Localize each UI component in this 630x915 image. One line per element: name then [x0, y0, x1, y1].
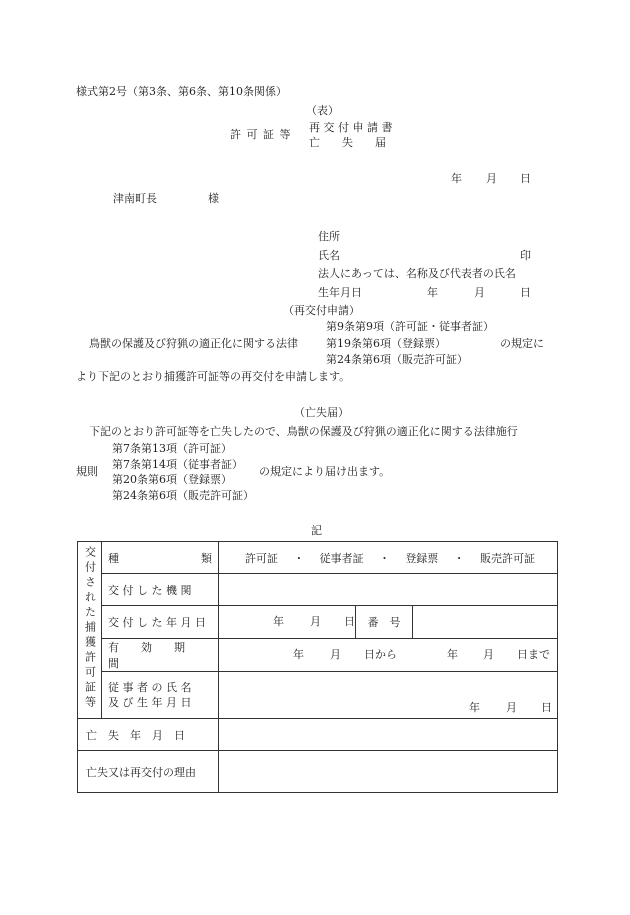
table-row — [78, 639, 558, 672]
table-row — [78, 542, 558, 574]
issue-date-cell — [219, 606, 558, 639]
type-label: 種 類 — [102, 542, 219, 574]
name-label: 氏名 — [318, 249, 340, 262]
validity-field[interactable]: 年 月 日から 年 月 日まで — [219, 639, 558, 672]
reissue-article-2: 第19条第6項（登録票） — [326, 337, 446, 350]
validity-label: 有 効 期 間 — [102, 639, 219, 672]
loss-date-label: 亡 失 年 月 日 — [78, 719, 219, 751]
reissue-tail: の規定に — [500, 337, 544, 350]
loss-article-4: 第24条第6項（販売許可証） — [112, 489, 254, 502]
loss-line1: 下記のとおり許可証等を亡失したので、鳥獣の保護及び狩猟の適正化に関する法律施行 — [89, 425, 518, 438]
loss-article-1: 第7条第13項（許可証） — [112, 442, 232, 455]
reissue-line2: より下記のとおり捕獲許可証等の再交付を申請します。 — [76, 370, 351, 383]
option-worker-cert[interactable]: 従事者証 — [319, 551, 364, 565]
side-label: （表） — [306, 104, 339, 117]
addressee-name: 津南町長 — [113, 192, 157, 205]
loss-tail: の規定により届け出ます。 — [259, 465, 391, 478]
type-options: 許可証 ・ 従事者証 ・ 登録票 ・ 販売許可証 — [219, 542, 558, 574]
issuer-label: 交 付 し た 機 関 — [102, 574, 219, 606]
option-permit[interactable]: 許可証 — [245, 551, 278, 565]
issue-date-label: 交 付 し た 年 月 日 — [102, 606, 219, 639]
table-row — [78, 719, 558, 751]
notice-ki: 記 — [311, 524, 322, 537]
reason-field[interactable] — [219, 751, 558, 793]
loss-article-3: 第20条第6項（登録票） — [112, 473, 232, 486]
date-day: 日 — [520, 172, 531, 185]
address-label: 住所 — [318, 230, 340, 243]
number-field[interactable] — [413, 606, 557, 638]
dob-day: 日 — [520, 286, 531, 299]
details-table — [77, 541, 558, 793]
loss-article-2: 第7条第14項（従事者証） — [112, 458, 243, 471]
table-row — [78, 672, 558, 719]
title-prefix: 許 可 証 等 — [230, 128, 292, 141]
worker-label: 従 事 者 の 氏 名 及 び 生 年 月 日 — [102, 672, 219, 719]
issue-date-field[interactable]: 年 月 日 — [219, 606, 356, 638]
option-registration[interactable]: 登録票 — [405, 551, 439, 565]
dob-month: 月 — [474, 286, 485, 299]
loss-heading: （亡失届） — [294, 406, 349, 419]
option-sales-permit[interactable]: 販売許可証 — [479, 551, 535, 565]
issued-permits-side-label: 交付された捕獲許可証等 — [78, 542, 102, 719]
loss-prefix: 規則 — [76, 465, 98, 478]
date-year: 年 — [451, 172, 462, 185]
date-month: 月 — [486, 172, 497, 185]
table-row — [78, 606, 558, 639]
form-id: 様式第2号（第3条、第6条、第10条関係） — [76, 85, 287, 98]
reissue-heading: （再交付申請） — [283, 304, 360, 317]
corp-note: 法人にあっては、名称及び代表者の氏名 — [318, 267, 516, 280]
loss-date-field[interactable] — [219, 719, 558, 751]
title-reissue: 再 交 付 申 請 書 — [309, 121, 393, 134]
title-loss: 亡 失 届 — [309, 136, 386, 149]
number-label: 番 号 — [356, 606, 413, 638]
dob-year: 年 — [427, 286, 438, 299]
reissue-article-3: 第24条第6項（販売許可証） — [326, 353, 468, 366]
table-row — [78, 574, 558, 606]
addressee-honorific: 様 — [208, 192, 219, 205]
reason-label: 亡失又は再交付の理由 — [78, 751, 219, 793]
reissue-law-name: 鳥獣の保護及び狩猟の適正化に関する法律 — [89, 337, 298, 350]
reissue-article-1: 第9条第9項（許可証・従事者証） — [326, 320, 494, 333]
seal-mark: 印 — [520, 249, 531, 262]
dob-label: 生年月日 — [318, 286, 362, 299]
worker-field[interactable]: 年 月 日 — [219, 672, 558, 719]
table-row — [78, 751, 558, 793]
issuer-field[interactable] — [219, 574, 558, 606]
